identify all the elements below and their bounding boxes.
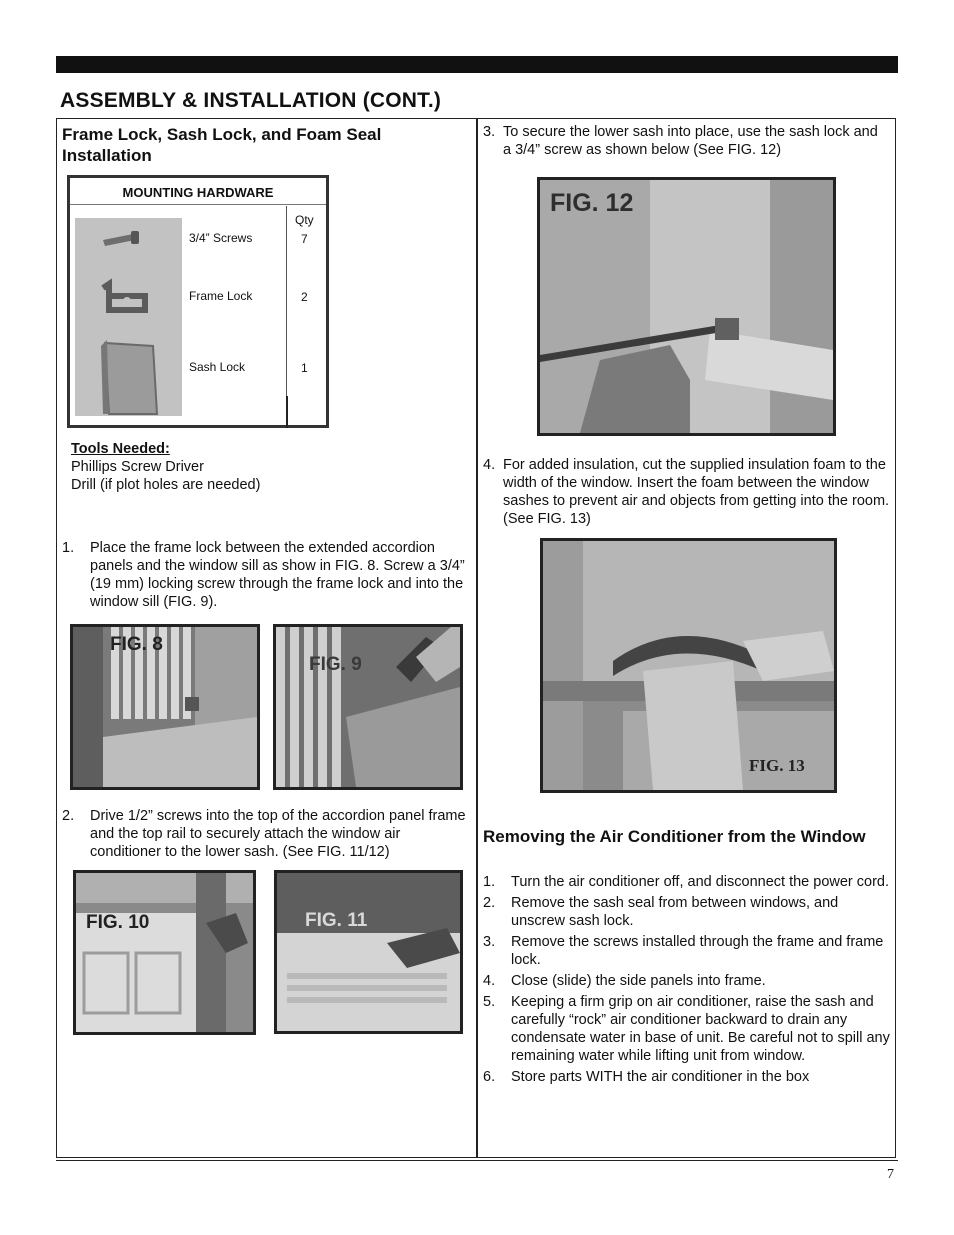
fig-8-label: FIG. 8 <box>110 634 163 655</box>
list-item: 6. Store parts WITH the air conditioner in the box <box>483 1069 810 1085</box>
fig-9-photo <box>273 624 463 790</box>
removing-steps-list <box>483 873 893 1089</box>
hardware-photo <box>75 218 182 416</box>
fig-11-label: FIG. 11 <box>305 910 368 931</box>
column-divider <box>476 118 478 1158</box>
list-item: 3. Remove the screws installed through the frame and frame lock. <box>483 934 884 968</box>
fig-10-photo <box>73 870 256 1035</box>
list-item: 4. Close (slide) the side panels into frame. <box>483 973 766 989</box>
install-step-3 <box>483 123 888 162</box>
tools-needed <box>71 440 260 494</box>
install-step-2 <box>62 807 470 864</box>
page-number: 7 <box>887 1167 894 1182</box>
section-title-removing: Removing the Air Conditioner from the Window <box>483 827 866 846</box>
header-bar <box>56 56 898 73</box>
hardware-qty-screws: 7 <box>301 232 308 246</box>
list-item: 3. To secure the lower sash into place, use the sash lock and a 3/4” screw as shown below (See FIG. 12) <box>483 124 878 158</box>
list-item: 2. Drive 1/2” screws into the top of the accordion panel frame and the top rail to securely attach the window air conditioner to the lower sash. (See FIG. 11/12) <box>62 808 466 860</box>
fig-10-label: FIG. 10 <box>86 912 150 933</box>
list-item: 4. For added insulation, cut the supplied insulation foam to the width of the window. Insert the foam between the window sashes to prevent air and objects from getting into the room. (See FIG. 13) <box>483 457 890 527</box>
section-title-locks: Frame Lock, Sash Lock, and Foam Seal Installation <box>62 125 382 165</box>
qty-header: Qty <box>295 213 314 227</box>
fig-13-label: FIG. 13 <box>749 756 805 775</box>
hardware-item-screws: 3/4” Screws <box>189 231 253 245</box>
page-title: ASSEMBLY & INSTALLATION (CONT.) <box>60 89 442 112</box>
hardware-table-title: MOUNTING HARDWARE <box>70 178 326 205</box>
tool-item: Drill (if plot holes are needed) <box>71 477 261 493</box>
mounting-hardware-table <box>67 175 329 428</box>
fig-12-label: FIG. 12 <box>550 189 634 217</box>
hardware-table-column-rule <box>286 206 287 404</box>
hardware-item-sash-lock: Sash Lock <box>189 360 246 374</box>
tool-item: Phillips Screw Driver <box>71 459 204 475</box>
sash-lock-icon <box>101 340 157 414</box>
fig-9-label: FIG. 9 <box>309 654 362 675</box>
list-item: 1. Turn the air conditioner off, and disconnect the power cord. <box>483 874 890 890</box>
frame-bottom-rule <box>56 1160 898 1161</box>
hardware-table-column-rule-bold <box>286 396 288 428</box>
fig-8-photo <box>70 624 260 790</box>
fig-13-photo <box>540 538 837 793</box>
list-item: 2. Remove the sash seal from between windows, and unscrew sash lock. <box>483 895 839 929</box>
hardware-qty-sash-lock: 1 <box>301 361 308 375</box>
hardware-parts-illustration <box>75 218 182 416</box>
hardware-item-frame-lock: Frame Lock <box>189 289 253 303</box>
install-step-4 <box>483 456 893 531</box>
tools-title: Tools Needed: <box>71 441 170 457</box>
fig-12-photo <box>537 177 836 436</box>
install-step-1 <box>62 539 470 614</box>
list-item: 1. Place the frame lock between the extended accordion panels and the window sill as show in FIG. 8. Screw a 3/4” (19 mm) locking screw through the frame lock and into the window sill (FIG. 9). <box>62 540 465 610</box>
hardware-qty-frame-lock: 2 <box>301 290 308 304</box>
fig-11-photo <box>274 870 463 1034</box>
list-item: 5. Keeping a firm grip on air conditioner, raise the sash and carefully “rock” air conditioner backward to drain any condensate water in base of unit. Be careful not to spill any remaining water while lifting unit from window. <box>483 994 890 1064</box>
